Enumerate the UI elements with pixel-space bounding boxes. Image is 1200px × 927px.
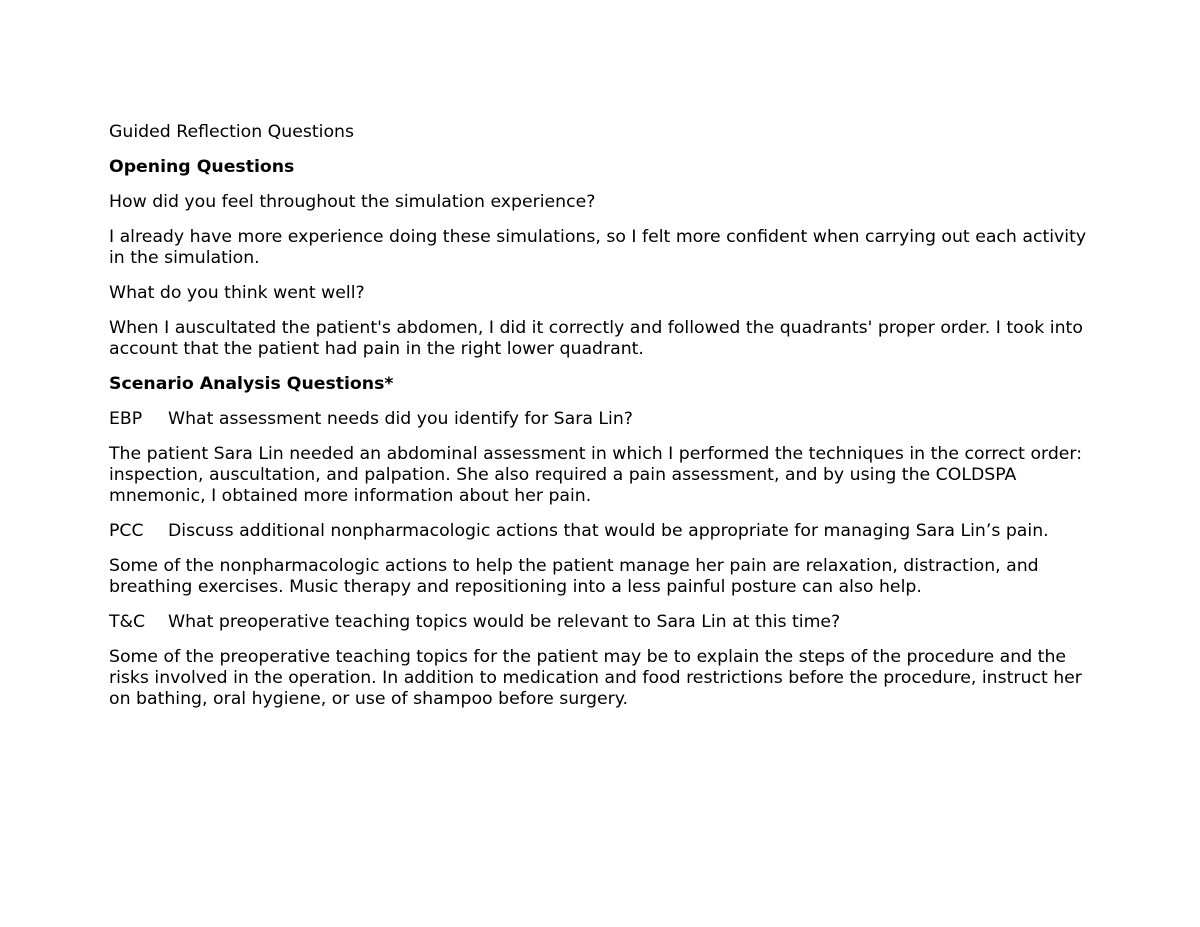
question-tc-text: What preoperative teaching topics would be relevant to Sara Lin at this time?: [168, 612, 841, 632]
answer-ebp: The patient Sara Lin needed an abdominal assessment in which I performed the techniques in the correct order: inspection, auscultation, and palpation. She also required a pain assessment, and by using the COLDSPA mnemonic, I obtained more information about her pain.: [109, 444, 1083, 506]
question-ebp-text: What assessment needs did you identify for Sara Lin?: [168, 409, 633, 429]
answer-tc: Some of the preoperative teaching topics for the patient may be to explain the steps of the procedure and the risks involved in the operation. In addition to medication and food restrictions before the procedure, instruct her on bathing, oral hygiene, or use of shampoo before surgery.: [109, 647, 1082, 709]
question-tag-pcc: PCC: [109, 521, 144, 541]
document-page: [109, 122, 1099, 724]
question-tag-tc: T&C: [109, 612, 146, 632]
question-went-well: What do you think went well?: [109, 283, 365, 303]
document-title: Guided Reflection Questions: [109, 122, 354, 142]
question-tag-ebp: EBP: [109, 409, 143, 429]
question-ebp: [109, 409, 1099, 430]
question-feelings: How did you feel throughout the simulation experience?: [109, 192, 596, 212]
question-tc: [109, 612, 1099, 633]
answer-pcc: Some of the nonpharmacologic actions to help the patient manage her pain are relaxation, distraction, and breathing exercises. Music therapy and repositioning into a less painful posture can also help.: [109, 556, 1039, 597]
answer-feelings: I already have more experience doing these simulations, so I felt more confident when carrying out each activity in the simulation.: [109, 227, 1087, 268]
answer-went-well: When I auscultated the patient's abdomen, I did it correctly and followed the quadrants' proper order. I took into account that the patient had pain in the right lower quadrant.: [109, 318, 1083, 359]
question-pcc: [109, 521, 1099, 542]
question-pcc-text: Discuss additional nonpharmacologic actions that would be appropriate for managing Sara Lin’s pain.: [168, 521, 1049, 541]
scenario-analysis-heading: Scenario Analysis Questions*: [109, 374, 394, 394]
opening-questions-heading: Opening Questions: [109, 157, 295, 177]
